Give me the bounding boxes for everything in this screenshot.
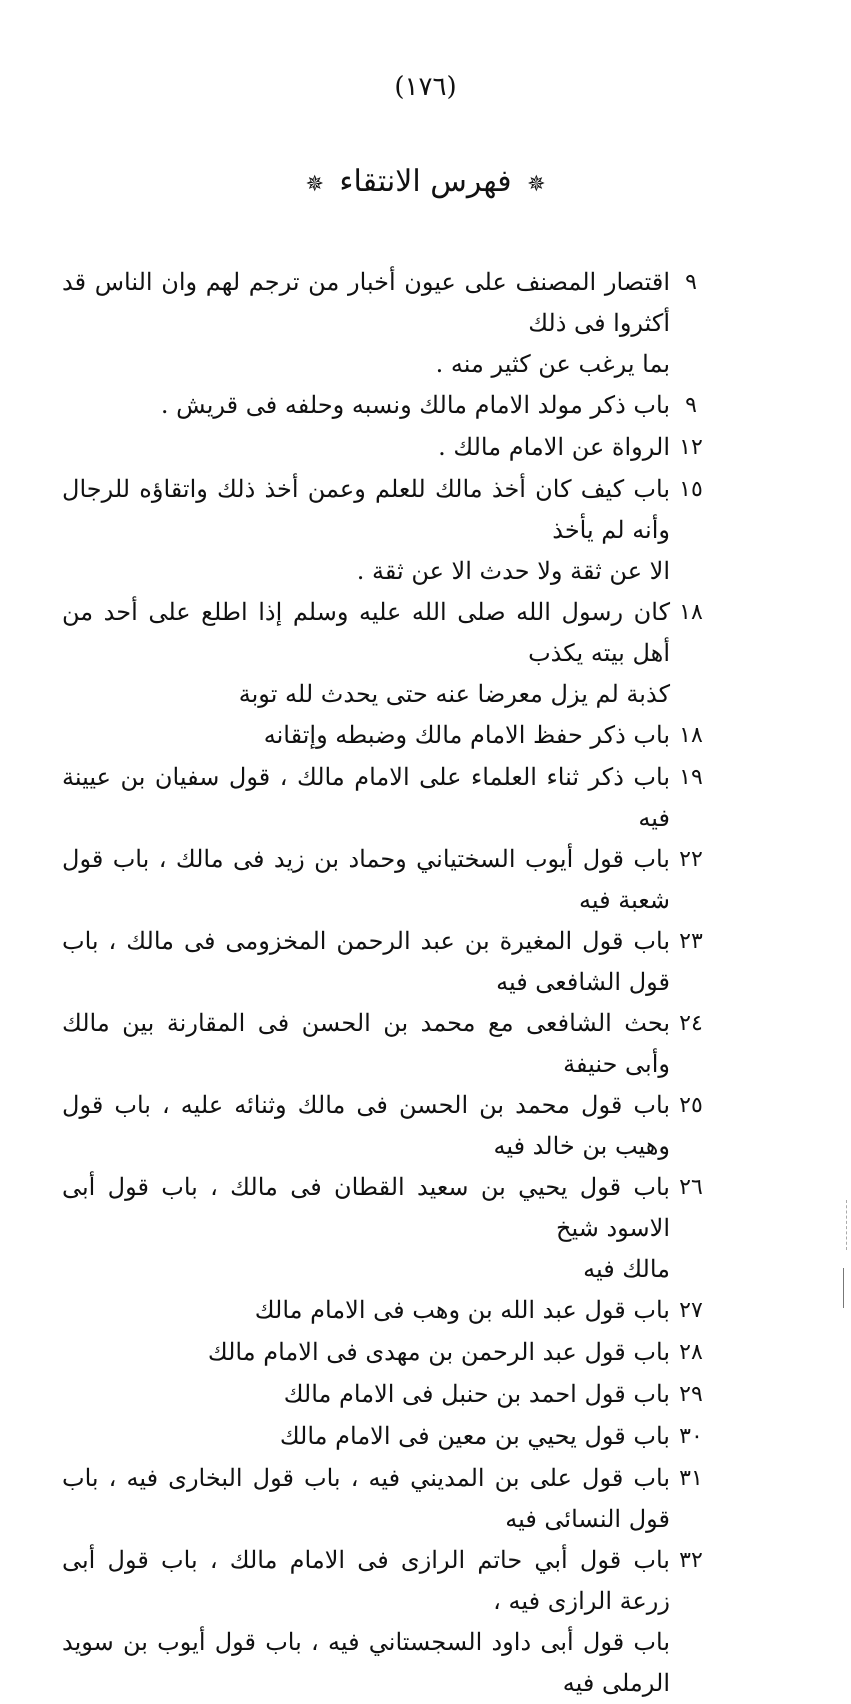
toc-entry-page: ٢٢ [679,847,703,872]
toc-entry-text [62,469,670,592]
toc-entry-line: باب ذكر حفظ الامام مالك وضبطه وإتقانه [263,721,670,749]
toc-entry-line: بحث الشافعى مع محمد بن الحسن فى المقارنة بين مالك وأبى حنيفة [62,1009,670,1078]
toc-entry-line: بما يرغب عن كثير منه . [435,350,670,378]
toc-entry-line: باب ذكر مولد الامام مالك ونسبه وحلفه فى قريش . [160,391,670,419]
title-ornament-left-icon: ✵ [305,172,324,197]
toc-entry-line: باب قول المغيرة بن عبد الرحمن المخزومى فى مالك ، باب قول الشافعى فيه [62,927,670,996]
toc-entry [62,262,712,385]
toc-entry-page: ٣٢ [679,1548,703,1573]
toc-entry-page: ٢٣ [679,929,703,954]
toc-entry-page: ١٢ [679,435,703,460]
toc-entry-page: ٢٤ [679,1011,703,1036]
toc-entry-text [62,1374,670,1415]
toc-entry-text [62,1540,670,1704]
toc-entry-text [62,385,670,426]
toc-entry-line: باب قول محمد بن الحسن فى مالك وثنائه عليه ، باب قول وهيب بن خالد فيه [62,1091,670,1160]
toc-entry [62,757,712,839]
toc-entry-line: باب قول أيوب السختياني وحماد بن زيد فى مالك ، باب قول شعبة فيه [62,845,670,914]
toc-entry-line: باب قول أبى داود السجستاني فيه ، باب قول أيوب بن سويد الرملى فيه [62,1628,670,1697]
toc-entry-text [62,1085,670,1167]
toc-entry [62,1374,712,1416]
toc-entry-line: باب قول يحيي بن معين فى الامام مالك [279,1422,670,1450]
toc-entry-line: كان رسول الله صلى الله عليه وسلم إذا اطلع على أحد من أهل بيته يكذب [62,598,670,667]
toc-entry [62,1458,712,1540]
toc-entry-text [62,1167,670,1290]
index-title-text: فهرس الانتقاء [339,164,512,199]
toc-entry-line: باب قول عبد الله بن وهب فى الامام مالك [254,1296,670,1324]
toc-entry-line: باب كيف كان أخذ مالك للعلم وعمن أخذ ذلك واتقاؤه للرجال وأنه لم يأخذ [62,475,670,544]
toc-entry-line: باب قول عبد الرحمن بن مهدى فى الامام مالك [207,1338,670,1366]
toc-entry-line: باب قول يحيي بن سعيد القطان فى مالك ، باب قول أبى الاسود شيخ [62,1173,670,1242]
toc-entry-page: ٢٦ [679,1175,703,1200]
index-title [0,164,851,199]
toc-entry [62,385,712,427]
toc-entry [62,1290,712,1332]
toc-entry-text [62,757,670,839]
toc-entry [62,469,712,592]
toc-entry [62,1332,712,1374]
title-ornament-right-icon: ✵ [527,172,546,197]
toc-entry [62,1540,712,1704]
toc-entry-page: ١٩ [679,765,703,790]
toc-entry [62,1167,712,1290]
toc-entry-text [62,592,670,715]
toc-entry-text [62,921,670,1003]
toc-entry-line: باب قول أبي حاتم الرازى فى الامام مالك ، باب قول أبى زرعة الرازى فيه ، [62,1546,670,1615]
toc-entry-page: ١٨ [679,600,703,625]
toc-entry-page: ٩ [685,393,697,418]
toc-entry [62,921,712,1003]
toc-entry-page: ١٥ [679,477,703,502]
toc-entry [62,1003,712,1085]
scan-edge-line [843,1268,847,1308]
toc-entry-text [62,427,670,468]
toc-entry [62,715,712,757]
toc-entry-line: الرواة عن الامام مالك . [438,433,670,461]
toc-entry-page: ٢٥ [679,1093,703,1118]
toc-entry-line: اقتصار المصنف على عيون أخبار من ترجم لهم وان الناس قد أكثروا فى ذلك [62,268,670,337]
toc-entry-text [62,1290,670,1331]
toc-entry-line: باب قول احمد بن حنبل فى الامام مالك [283,1380,670,1408]
toc-entry-text [62,1416,670,1457]
toc-entry-page: ٣٠ [679,1424,703,1449]
toc-entry-page: ٢٨ [679,1340,703,1365]
toc-entry-line: مالك فيه [583,1255,670,1283]
toc-entry-line: باب قول على بن المديني فيه ، باب قول البخارى فيه ، باب قول النسائى فيه [62,1464,670,1533]
toc-entry [62,592,712,715]
toc-entry-line: الا عن ثقة ولا حدث الا عن ثقة . [356,557,670,585]
toc-entry-page: ٢٩ [679,1382,703,1407]
toc-entry [62,427,712,469]
toc-entry-page: ٢٧ [679,1298,703,1323]
scan-edge-mark [846,1200,847,1250]
toc-entry-page: ٩ [685,270,697,295]
toc-entry-line: باب ذكر ثناء العلماء على الامام مالك ، قول سفيان بن عيينة فيه [62,763,670,832]
toc-entry [62,1085,712,1167]
toc-entry-text [62,1458,670,1540]
table-of-contents [62,262,712,1704]
toc-entry-text [62,262,670,385]
toc-entry-text [62,839,670,921]
toc-entry-text [62,715,670,756]
toc-entry [62,839,712,921]
toc-entry-text [62,1332,670,1373]
toc-entry [62,1416,712,1458]
toc-entry-text [62,1003,670,1085]
toc-entry-page: ٣١ [679,1466,703,1491]
page-number: (١٧٦) [394,72,457,102]
toc-entry-line: كذبة لم يزل معرضا عنه حتى يحدث لله توبة [238,680,670,708]
toc-entry-page: ١٨ [679,723,703,748]
